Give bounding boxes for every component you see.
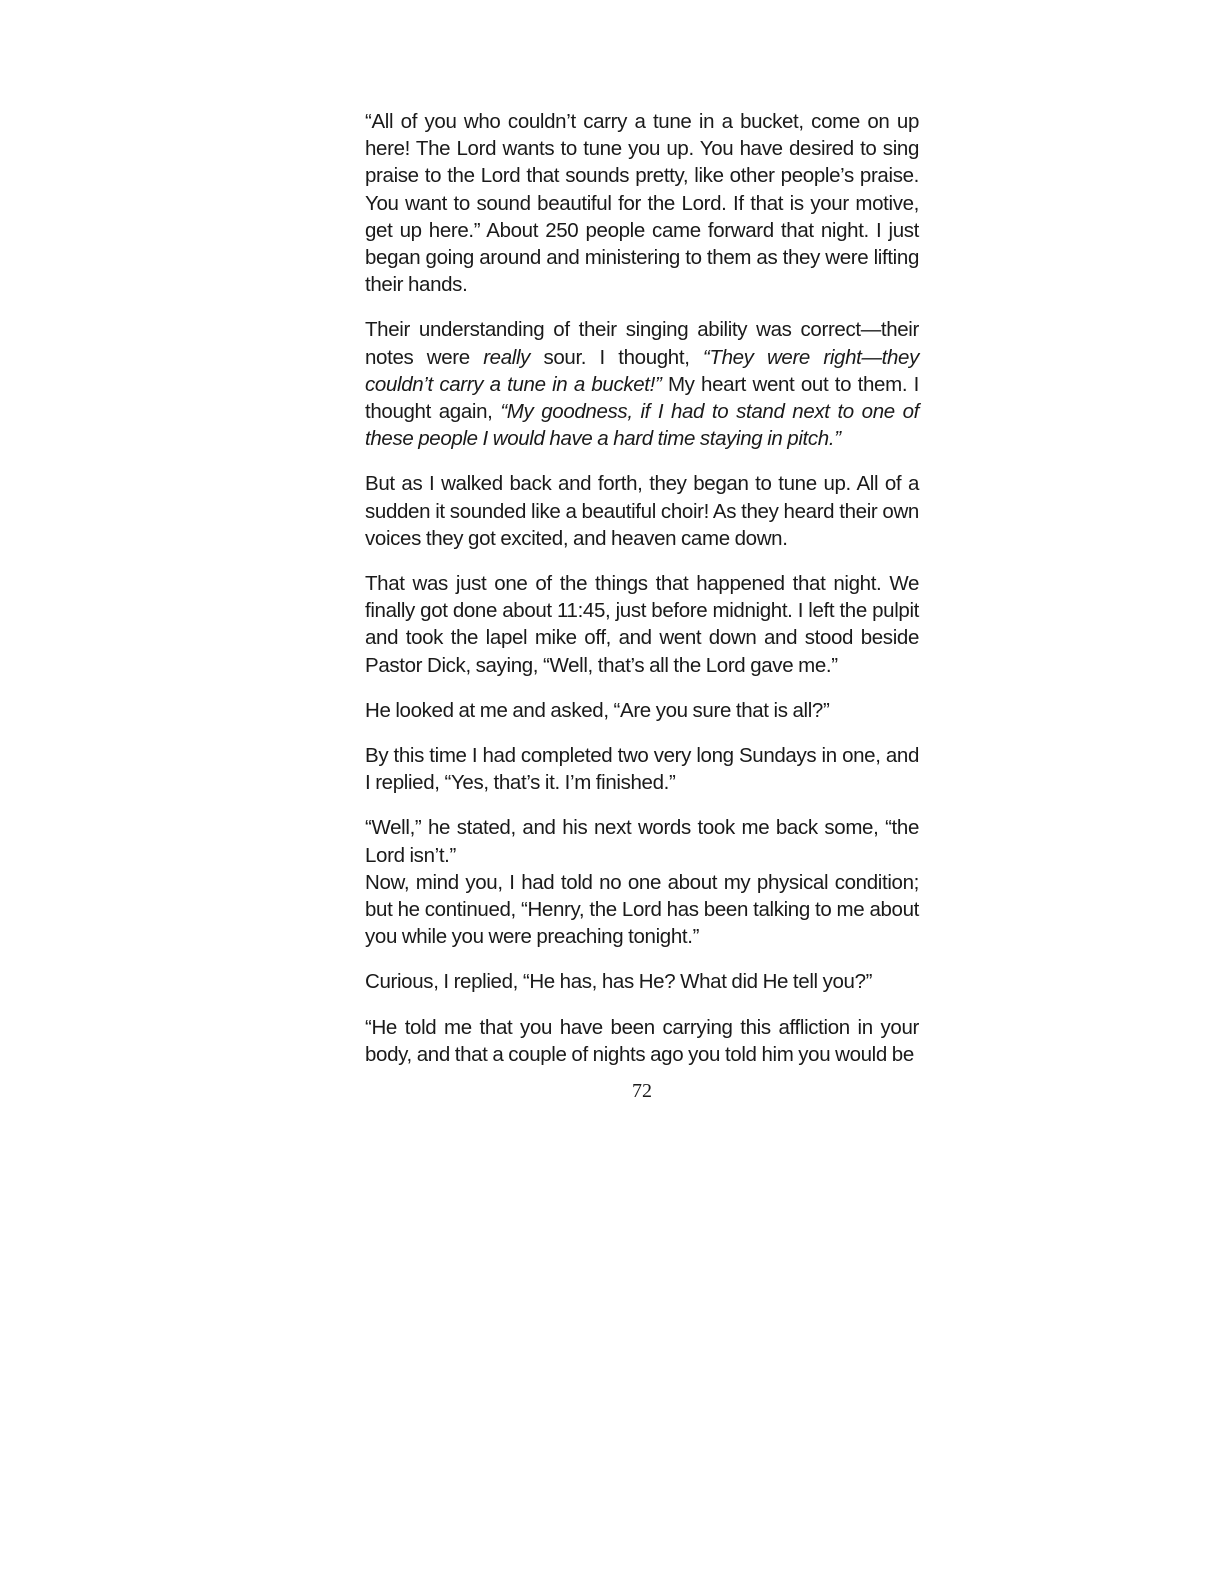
paragraph-5: He looked at me and asked, “Are you sure that is all?” [365, 698, 830, 722]
paragraph-6: By this time I had completed two very long Sundays in one, and I replied, “Yes, that’s it. I’m finished.” [365, 744, 919, 795]
paragraph-2-thought-1: “They were right—they couldn’t carry a tune in a bucket!” [365, 345, 919, 396]
paragraph-2-part-e: My heart went out to them. I thought again, [365, 372, 920, 424]
paragraph-4: That was just one of the things that happened that night. We finally got done about 11:45, just before midnight. I left the pulpit and took the lapel mike off, and went down and stood beside Pastor Dick, saying, “Well, that’s all the Lord gave me.” [365, 572, 919, 677]
paragraph-2 [365, 316, 919, 452]
paragraph-2-thought-2: “My goodness, if I had to stand next to one of these people I would have a hard time staying in pitch.” [365, 400, 919, 451]
paragraph-2-part-c: sour. I thought, [530, 345, 703, 369]
body-text [365, 108, 919, 1068]
paragraph-2-emphasis-really: really [483, 345, 531, 369]
paragraph-9: Curious, I replied, “He has, has He? What did He tell you?” [365, 970, 873, 994]
paragraph-10: “He told me that you have been carrying this affliction in your body, and that a couple of nights ago you told him you would be [365, 1015, 919, 1066]
paragraph-3: But as I walked back and forth, they began to tune up. All of a sudden it sounded like a beautiful choir! As they heard their own voices they got excited, and heaven came down. [365, 472, 919, 550]
paragraph-1: “All of you who couldn’t carry a tune in a bucket, come on up here! The Lord wants to tune you up. You have desired to sing praise to the Lord that sounds pretty, like other people’s praise. You want to sound beautiful for the Lord. If that is your motive, get up here.” About 250 people came forward that night. I just began going around and ministering to them as they were lifting their hands. [365, 110, 919, 297]
paragraph-8: Now, mind you, I had told no one about my physical condition; but he continued, “Henry, the Lord has been talking to me about you while you were preaching tonight.” [365, 870, 919, 949]
paragraph-2-part-a: Their understanding of their singing ability was correct—their notes were [365, 318, 919, 369]
paragraph-7: “Well,” he stated, and his next words took me back some, “the Lord isn’t.” [365, 816, 919, 867]
page-number: 72 [632, 1080, 652, 1102]
